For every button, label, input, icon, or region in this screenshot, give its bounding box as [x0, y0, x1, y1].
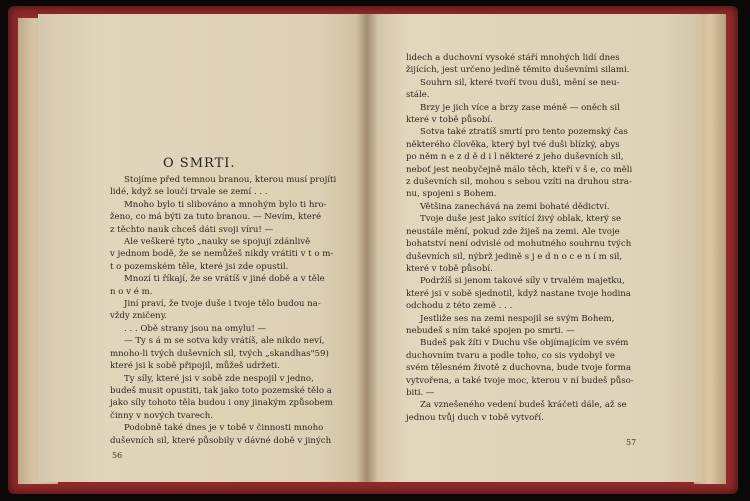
text-line: vždy zničeny. — [110, 311, 168, 322]
text-line: Většina zanechává na zemi bohaté dědictví. — [420, 201, 610, 212]
text-line: svém tělesném životě z duchovna, bude tvoje forma — [406, 363, 631, 374]
text-line: duchovním tvaru a podle toho, co sis vydobyl ve — [406, 350, 615, 361]
text-line: n o v é m. — [110, 286, 153, 297]
text-line: lidech a duchovní vysoké stáří mnohých lidí dnes — [406, 53, 620, 63]
text-line: jednou tvůj duch v tobě vytvoří. — [406, 412, 544, 423]
text-line: Jiní praví, že tvoje duše i tvoje tělo budou na- — [124, 299, 321, 310]
text-line: které jsi k sobě připojil, můžeš udržeti. — [110, 361, 280, 372]
text-line: Podržíš si jenom takové síly v trvalém majetku, — [420, 276, 625, 287]
text-line: nebudeš s ním také spojen po smrti. — — [406, 325, 575, 336]
right-page — [366, 14, 702, 482]
text-line: z těchto nauk chceš dáti svoji víru! — — [110, 224, 274, 235]
text-line: neustále mění, pokud zde žiješ na zemi. Ale tvoje — [406, 226, 620, 237]
text-line: po něm n e z d ě d i l některé z jeho duševních sil, — [406, 152, 624, 163]
text-line: v jednom bodě, že se nemůžeš nikdy vrátiti v t o m- — [110, 249, 334, 260]
page-number-left: 56 — [112, 451, 123, 460]
text-line: Mnoho bylo ti slibováno a mnohým bylo ti hro- — [124, 199, 327, 210]
text-line: Souhrn sil, které tvoří tvou duši, mění se neu- — [420, 77, 620, 88]
right-page-text — [406, 52, 660, 424]
text-line: z duševních sil, mohou s sebou vzíti na druhou stra- — [406, 177, 632, 188]
text-line: Tvoje duše jest jako svítící živý oblak, který se — [420, 214, 622, 225]
text-line: Sotva také ztratíš smrtí pro tento pozemský čas — [420, 127, 628, 138]
text-line: duševních sil, které působily v dávné době v jiných — [110, 435, 332, 446]
text-line: bohatství není odvislé od mohutného souhrnu tvých — [406, 239, 632, 250]
text-line: biti. — — [406, 387, 435, 398]
text-line: které jsi v sobě sjednotil, když nastane tvoje hodina — [406, 288, 631, 299]
text-line: Mnozí ti říkají, že se vrátíš v jiné době a v těle — [124, 274, 325, 285]
book-gutter — [356, 14, 378, 482]
page-number-right: 57 — [626, 438, 637, 447]
text-line: některého člověka, který byl tvé duši blízký, abys — [406, 139, 620, 150]
left-page — [38, 14, 366, 482]
text-line: mnoho-li tvých duševních sil, tvých „skandhas"59) — [110, 348, 329, 359]
text-line: které v tobě působí. — [406, 263, 493, 274]
text-line: duševních sil, nýbrž jedině s j e d n o c e n í m sil, — [406, 251, 623, 262]
text-line: žijících, jest určeno jedině těmito duševními silami. — [406, 65, 630, 76]
text-line: které v tobě působí. — [406, 115, 493, 126]
text-line: — Ty s á m se sotva kdy vrátíš, ale nikdo neví, — [124, 336, 325, 347]
text-line: Budeš pak žíti v Duchu vše objímajícím ve svém — [420, 338, 629, 349]
chapter-heading: O SMRTI. — [163, 156, 236, 171]
text-line: neboť jest neobyčejně málo těch, kteří v š e, co měli — [406, 164, 633, 175]
text-line: lidé, když se loučí trvale se zemí . . . — [110, 187, 268, 198]
text-line: nu, spojeni s Bohem. — [406, 189, 497, 200]
text-line: činny v nových tvarech. — [110, 410, 214, 421]
text-line: budeš musit opustiti, tak jako toto pozemské tělo a — [110, 385, 332, 396]
text-line: Za vznešeného vedení budeš kráčeti dále, až se — [420, 400, 627, 411]
text-line: t o pozemském těle, které jsi zde opustil. — [110, 261, 289, 272]
text-line: stále. — [406, 90, 430, 101]
text-line: ženo, co má býti za tuto branou. — Nevím, které — [110, 212, 322, 223]
left-page-text — [110, 174, 348, 447]
text-line: Podobně také dnes je v tobě v činnosti mnoho — [124, 423, 324, 434]
text-line: Stojíme před temnou branou, kterou musí projíti — [124, 175, 337, 185]
text-line: Ty síly, které jsi v sobě zde nespojil v jedno, — [124, 373, 314, 384]
text-line: vytvořena, a také tvoje moc, kterou v ní budeš půso- — [406, 375, 634, 386]
text-line: . . . Obě strany jsou na omylu! — — [124, 323, 267, 334]
text-line: Jestliže ses na zemi nespojil se svým Bohem, — [420, 313, 615, 324]
text-line: jako síly tohoto těla budou i ony jinakým způsobem — [110, 398, 333, 409]
text-line: Ale veškeré tyto „nauky se spojují zdánlivě — [124, 237, 311, 248]
text-line: odchodu z této země . . . — [406, 301, 513, 312]
text-line: Brzy je jich více a brzy zase méně — oněch sil — [420, 102, 620, 113]
